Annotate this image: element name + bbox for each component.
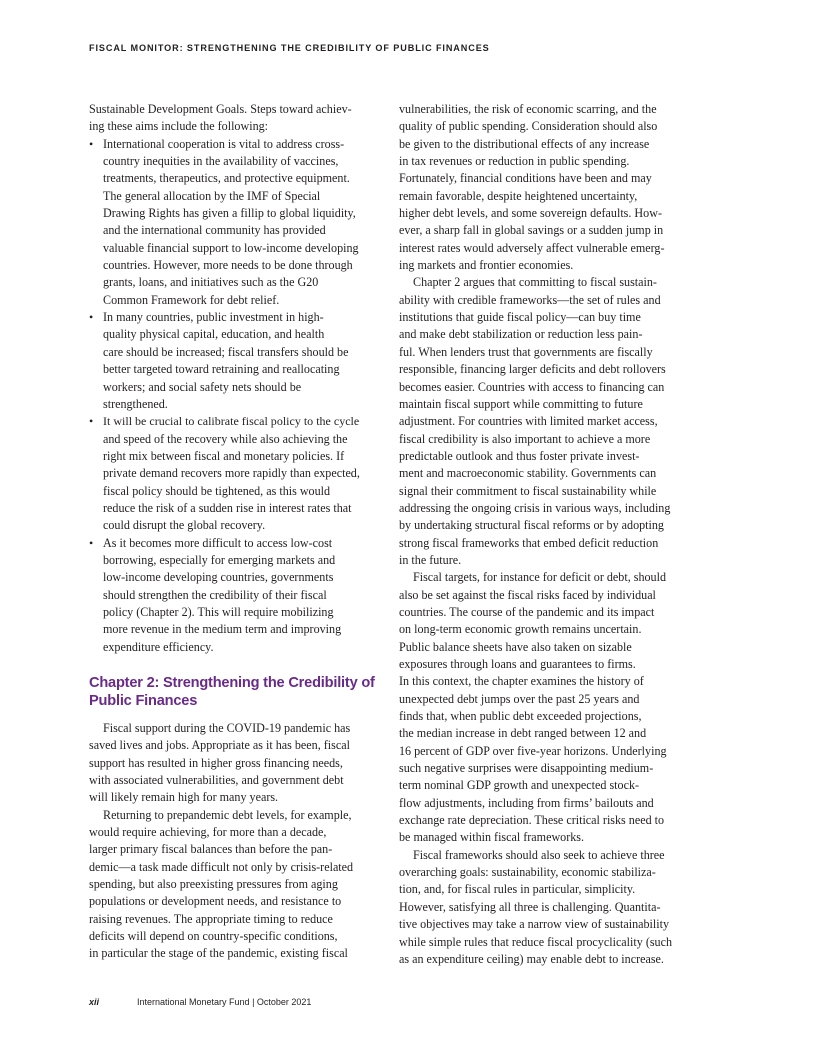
paragraph (399, 274, 689, 569)
text-line: predictable outlook and thus foster private invest- (399, 448, 640, 463)
text-line: International cooperation is vital to address cross- (103, 136, 345, 151)
text-line: policy (Chapter 2). This will require mobilizing (103, 604, 334, 619)
text-line: expenditure efficiency. (103, 639, 214, 654)
text-line: finds that, when public debt exceeded projections, (399, 709, 642, 724)
text-line: larger primary fiscal balances than before the pan- (89, 842, 333, 857)
text-line: Fiscal targets, for instance for deficit or debt, should (413, 570, 667, 585)
paragraph (399, 101, 689, 274)
text-line: Drawing Rights has given a fillip to global liquidity, (103, 206, 356, 221)
text-line: Common Framework for debt relief. (103, 292, 280, 307)
text-line: As it becomes more difficult to access low-cost (103, 535, 333, 550)
text-line: Sustainable Development Goals. Steps toward achiev- (89, 102, 352, 116)
text-line: with associated vulnerabilities, and government debt (89, 773, 344, 788)
text-line: fiscal policy should be tightened, as this would (103, 483, 331, 498)
text-line: in particular the stage of the pandemic, existing fiscal (89, 946, 348, 961)
text-line: ability with credible frameworks—the set of rules and (399, 292, 661, 307)
text-line: addressing the ongoing crisis in various ways, including (399, 500, 671, 515)
paragraph (399, 569, 689, 847)
text-line: adjustment. For countries with limited market access, (399, 414, 658, 429)
text-line: be given to the distributional effects of any increase (399, 136, 650, 151)
text-line: low-income developing countries, governments (103, 570, 334, 585)
text-line: The general allocation by the IMF of Special (103, 188, 321, 203)
text-line: right mix between fiscal and monetary policies. If (103, 448, 345, 463)
list-item (89, 309, 373, 413)
list-item (89, 535, 373, 656)
text-line: more revenue in the medium term and improving (103, 622, 342, 637)
text-line: support has resulted in higher gross financing needs, (89, 755, 343, 770)
left-column (89, 101, 373, 963)
text-line: It will be crucial to calibrate fiscal policy to the cycle (103, 414, 360, 429)
text-line: exchange rate depreciation. These critical risks need to (399, 813, 665, 828)
chapter-heading-line: Public Finances (89, 693, 198, 709)
text-line: and speed of the recovery while also achieving the (103, 431, 348, 446)
text-line: ing markets and frontier economies. (399, 258, 574, 273)
text-line: ing these aims include the following: (89, 119, 269, 134)
text-line: workers; and social safety nets should be (103, 379, 302, 394)
text-line: country inequities in the availability of vaccines, (103, 154, 339, 169)
text-line: higher debt levels, and some sovereign defaults. How- (399, 206, 662, 221)
intro-paragraph (89, 101, 373, 136)
text-line: responsible, financing larger deficits and debt rollovers (399, 362, 666, 377)
text-line: quality of public spending. Consideration should also (399, 119, 658, 134)
text-line: maintain fiscal support while committing to future (399, 396, 643, 411)
bullet-icon: • (89, 310, 94, 325)
text-line: valuable financial support to low-income developing (103, 240, 359, 255)
paragraph (89, 720, 373, 807)
text-line: borrowing, especially for emerging markets and (103, 552, 336, 567)
text-line: the median increase in debt ranged between 12 and (399, 726, 647, 741)
right-column (399, 101, 689, 968)
text-line: overarching goals: sustainability, economic stabiliza- (399, 865, 656, 880)
text-line: countries. However, more needs to be done through (103, 258, 353, 273)
text-line: could disrupt the global recovery. (103, 518, 266, 533)
text-line: and make debt stabilization or reduction less pain- (399, 327, 643, 342)
text-line: Returning to prepandemic debt levels, for example, (103, 807, 352, 822)
text-line: In this context, the chapter examines the history of (399, 674, 644, 689)
bullet-icon: • (89, 414, 94, 429)
text-line: ment and macroeconomic stability. Governments can (399, 466, 657, 481)
list-item (89, 136, 373, 309)
bullet-icon: • (89, 136, 94, 151)
text-line: on long-term economic growth remains uncertain. (399, 622, 642, 637)
bullet-icon: • (89, 535, 94, 550)
text-line: also be set against the fiscal risks faced by individual (399, 587, 656, 602)
text-line: be managed within fiscal frameworks. (399, 830, 585, 845)
text-line: fiscal credibility is also important to achieve a more (399, 431, 651, 446)
text-line: spending, but also preexisting pressures from aging (89, 877, 338, 892)
text-line: strengthened. (103, 396, 168, 411)
text-line: demic—a task made difficult not only by crisis-related (89, 859, 354, 874)
running-head: FISCAL MONITOR: STRENGTHENING THE CREDIBILITY OF PUBLIC FINANCES (89, 43, 490, 53)
text-line: strong fiscal frameworks that embed deficit reduction (399, 535, 659, 550)
text-line: treatments, therapeutics, and protective equipment. (103, 171, 350, 186)
text-line: and the international community has provided (103, 223, 326, 238)
text-line: countries. The course of the pandemic and its impact (399, 604, 655, 619)
text-line: ful. When lenders trust that governments are fiscally (399, 344, 653, 359)
text-line: deficits will depend on country-specific conditions, (89, 929, 338, 944)
text-line: quality physical capital, education, and health (103, 327, 325, 342)
text-line: unexpected debt jumps over the past 25 years and (399, 691, 640, 706)
text-line: signal their commitment to fiscal sustainability while (399, 483, 657, 498)
text-line: would require achieving, for more than a decade, (89, 825, 327, 840)
text-line: remain favorable, despite heightened uncertainty, (399, 188, 638, 203)
text-line: care should be increased; fiscal transfers should be (103, 344, 349, 359)
text-line: Fiscal support during the COVID-19 pandemic has (103, 721, 351, 735)
text-line: populations or development needs, and resistance to (89, 894, 342, 909)
text-line: exposures through loans and guarantees to firms. (399, 657, 636, 671)
bullet-list (89, 136, 373, 656)
list-item (89, 413, 373, 534)
chapter-heading (89, 674, 373, 710)
text-line: such negative surprises were disappointing medium- (399, 761, 654, 776)
text-line: term nominal GDP growth and unexpected stock- (399, 778, 640, 793)
text-line: in tax revenues or reduction in public spending. (399, 154, 630, 169)
text-line: while simple rules that reduce fiscal procyclicality (such (399, 934, 673, 949)
text-line: In many countries, public investment in high- (103, 310, 324, 325)
text-line: becomes easier. Countries with access to financing can (399, 379, 665, 394)
text-line: raising revenues. The appropriate timing to reduce (89, 911, 333, 926)
text-line: Fiscal frameworks should also seek to achieve three (413, 847, 665, 862)
text-line: Fortunately, financial conditions have been and may (399, 171, 652, 186)
text-line: tion, and, for fiscal rules in particular, simplicity. (399, 882, 636, 897)
text-line: better targeted toward retraining and reallocating (103, 362, 340, 377)
text-line: private demand recovers more rapidly than expected, (103, 466, 360, 481)
text-line: vulnerabilities, the risk of economic scarring, and the (399, 102, 657, 116)
page-footer (89, 997, 312, 1007)
text-line: flow adjustments, including from firms’ bailouts and (399, 795, 654, 810)
text-line: Public balance sheets have also taken on sizable (399, 639, 632, 654)
text-line: institutions that guide fiscal policy—can buy time (399, 310, 641, 325)
text-line: will likely remain high for many years. (89, 790, 279, 805)
text-line: saved lives and jobs. Appropriate as it has been, fiscal (89, 738, 350, 753)
text-line: should strengthen the credibility of their fiscal (103, 587, 327, 602)
text-line: grants, loans, and initiatives such as the G20 (103, 275, 319, 290)
text-line: interest rates would adversely affect vulnerable emerg- (399, 240, 665, 255)
paragraph (89, 807, 373, 963)
paragraph (399, 847, 689, 968)
page-number: xii (89, 997, 100, 1007)
chapter-heading-line: Chapter 2: Strengthening the Credibility of (89, 675, 375, 691)
publication-info: International Monetary Fund | October 2021 (137, 997, 312, 1007)
text-line: Chapter 2 argues that committing to fiscal sustain- (413, 275, 657, 290)
text-line: as an expenditure ceiling) may enable debt to increase. (399, 951, 664, 966)
text-line: by undertaking structural fiscal reforms or by adopting (399, 518, 664, 533)
text-line: 16 percent of GDP over five-year horizons. Underlying (399, 743, 667, 758)
text-line: ever, a sharp fall in global savings or a sudden jump in (399, 223, 664, 238)
text-line: tive objectives may take a narrow view of sustainability (399, 917, 670, 932)
text-line: in the future. (399, 552, 462, 567)
text-line: reduce the risk of a sudden rise in interest rates that (103, 500, 352, 515)
text-line: However, satisfying all three is challenging. Quantita- (399, 899, 661, 914)
